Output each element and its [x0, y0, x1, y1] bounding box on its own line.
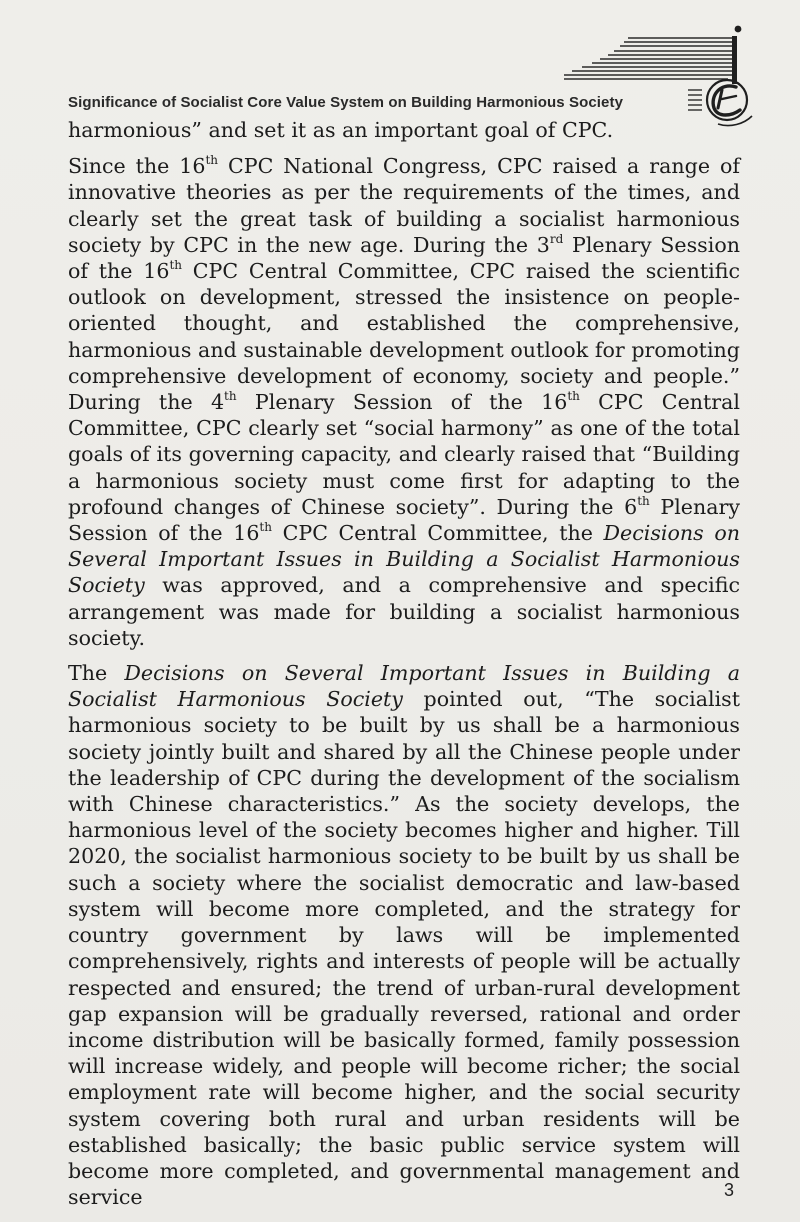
paragraph-decisions	[68, 660, 740, 1210]
text-run: CPC National Congress, CPC raised a range of innovative theories as per the requirements of the times, and clearly set the great task of building a socialist harmonious society by CPC in the new age. During the 3	[68, 154, 740, 257]
running-head: Significance of Socialist Core Value System on Building Harmonious Society	[68, 94, 624, 111]
text-run: Plenary Session of the 16	[236, 390, 568, 415]
text-run: The	[68, 661, 125, 686]
text-run: CPC Central Committee, CPC raised the scientific outlook on development, stressed the insistence on people-oriented thought, and established the comprehensive, harmonious and sustainable development outlook for promoting comprehensive development of economy, society and people.” During the 4	[68, 259, 741, 415]
document-title-italic: Decisions on Several Important Issues in Building a Socialist Harmonious Society	[68, 521, 740, 598]
text-run: Since the 16	[68, 154, 206, 179]
ordinal-suffix: rd	[549, 231, 564, 246]
text-run: Plenary Session of the 16	[68, 494, 740, 546]
text-run: CPC Central Committee, the	[271, 521, 604, 546]
text-run: CPC Central Committee, CPC clearly set “social harmony” as one of the total goals of its governing capacity, and clearly raised that “Building a harmonious society must come first for adapting to the profound changes of Chinese society”. During the 6	[68, 390, 741, 519]
ordinal-suffix: th	[259, 520, 272, 535]
page-number: 3	[724, 1180, 735, 1200]
text-run: Plenary Session of the 16	[68, 232, 740, 284]
ordinal-suffix: th	[205, 153, 219, 168]
text-run: was approved, and a comprehensive and specific arrangement was made for building a socialist harmonious society.	[68, 573, 740, 650]
paragraph-cpc-congress	[68, 153, 740, 651]
ordinal-suffix: th	[169, 258, 182, 273]
document-title-italic: Decisions on Several Important Issues in Building a Socialist Harmonious Society	[68, 661, 740, 712]
body-text	[68, 117, 740, 1219]
ordinal-suffix: th	[224, 389, 237, 404]
text-run: pointed out, “The socialist harmonious society to be built by us shall be a harmonious society jointly built and shared by all the Chinese people under the leadership of CPC during the development of the socialism with Chinese characteristics.” As the society develops, the harmonious level of the society becomes higher and higher. Till 2020, the socialist harmonious society to be built by us shall be such a society where the socialist democratic and law-based system will become more completed, and the strategy for country government by laws will be implemented comprehensively, rights and interests of people will be actually respected and ensured; the trend of urban-rural development gap expansion will be gradually reversed, rational and order income distribution will be basically formed, family possession will increase widely, and people will become richer; the social employment rate will become higher, and the social security system covering both rural and urban residents will be established basically; the basic public service system will become more completed, and governmental management and service	[68, 687, 740, 1210]
paragraph-continuation: harmonious” and set it as an important goal of CPC.	[68, 118, 614, 142]
ordinal-suffix: th	[637, 493, 650, 508]
ordinal-suffix: th	[567, 389, 580, 404]
